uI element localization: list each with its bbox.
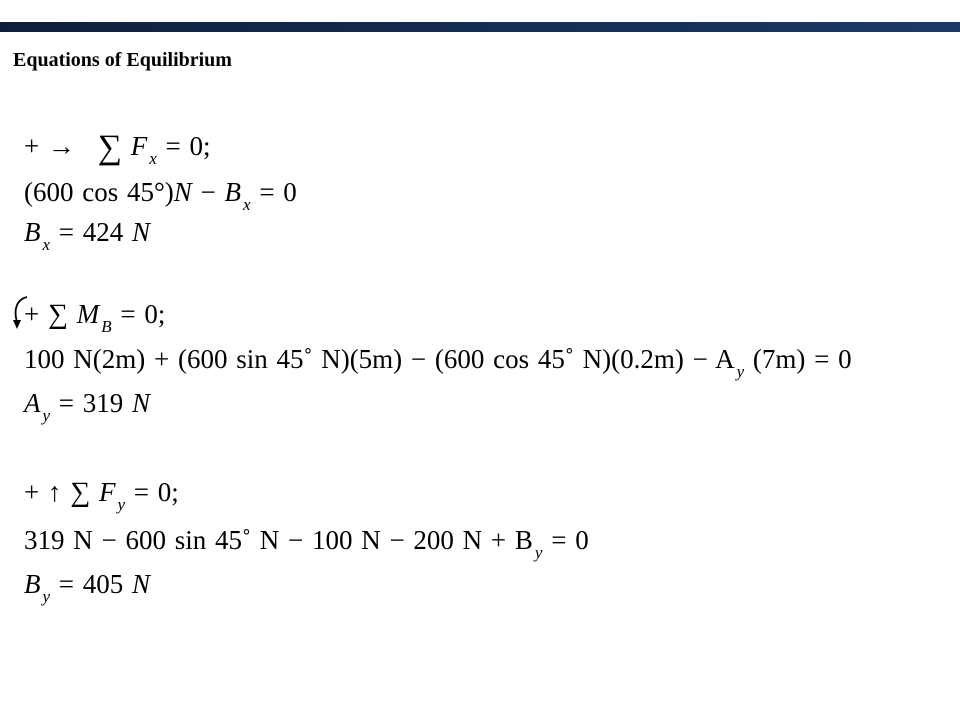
subscript: y (42, 406, 51, 425)
equation-term: (600 cos 45°) (24, 177, 174, 207)
sum-symbol: ∑ (97, 129, 122, 166)
unit-variable: N (132, 388, 151, 418)
equation-rest: = 0; (120, 299, 166, 329)
result-value: = 319 (58, 388, 124, 418)
equation-ay-result (24, 387, 150, 423)
positive-direction-ccw: + (24, 299, 40, 329)
unit-variable: N (132, 217, 151, 247)
equation-sum-fy (24, 476, 179, 512)
subscript: x (149, 149, 157, 168)
equation-term: 319 N − 600 sin 45˚ N − 100 N − 200 N + B (24, 525, 533, 555)
equation-fy-expanded (24, 524, 589, 560)
equation-by-result (24, 568, 150, 604)
equation-sum-mb (24, 298, 165, 334)
unit-variable: N (173, 177, 192, 207)
moment-variable: M (76, 299, 100, 329)
equation-rest: (7m) = 0 (752, 344, 852, 374)
force-variable: F (98, 477, 116, 507)
equation-rest: = 0 (259, 177, 297, 207)
result-value: = 424 (58, 217, 124, 247)
positive-direction-up: + ↑ (24, 477, 62, 507)
positive-direction-right: + → (24, 131, 75, 161)
slide-title: Equations of Equilibrium (13, 49, 232, 71)
subscript: y (117, 495, 125, 514)
equation-term: 100 N(2m) + (600 sin 45˚ N)(5m) − (600 cos 45˚ N)(0.2m) − A (24, 344, 735, 374)
equation-rest: = 0 (551, 525, 589, 555)
force-variable: B (224, 177, 242, 207)
header-bar (0, 22, 960, 32)
force-variable: B (24, 217, 41, 247)
equation-rest: = 0; (133, 477, 179, 507)
sum-symbol: ∑ (47, 299, 68, 330)
subscript: x (42, 235, 51, 254)
equation-rest: = 0; (165, 131, 211, 161)
subscript: y (736, 362, 745, 381)
unit-variable: N (132, 569, 151, 599)
subscript: y (42, 587, 51, 606)
result-value: = 405 (58, 569, 124, 599)
force-variable: B (24, 569, 41, 599)
sum-symbol: ∑ (70, 477, 91, 508)
force-variable: A (24, 388, 41, 418)
operator: − (200, 177, 216, 207)
equation-bx-result (24, 216, 150, 252)
subscript: y (534, 543, 543, 562)
equation-fx-expanded (24, 176, 297, 212)
equation-mb-expanded (24, 343, 852, 379)
force-variable: F (130, 131, 148, 161)
subscript: x (243, 195, 251, 214)
equation-sum-fx (24, 130, 211, 166)
subscript: B (101, 317, 112, 336)
